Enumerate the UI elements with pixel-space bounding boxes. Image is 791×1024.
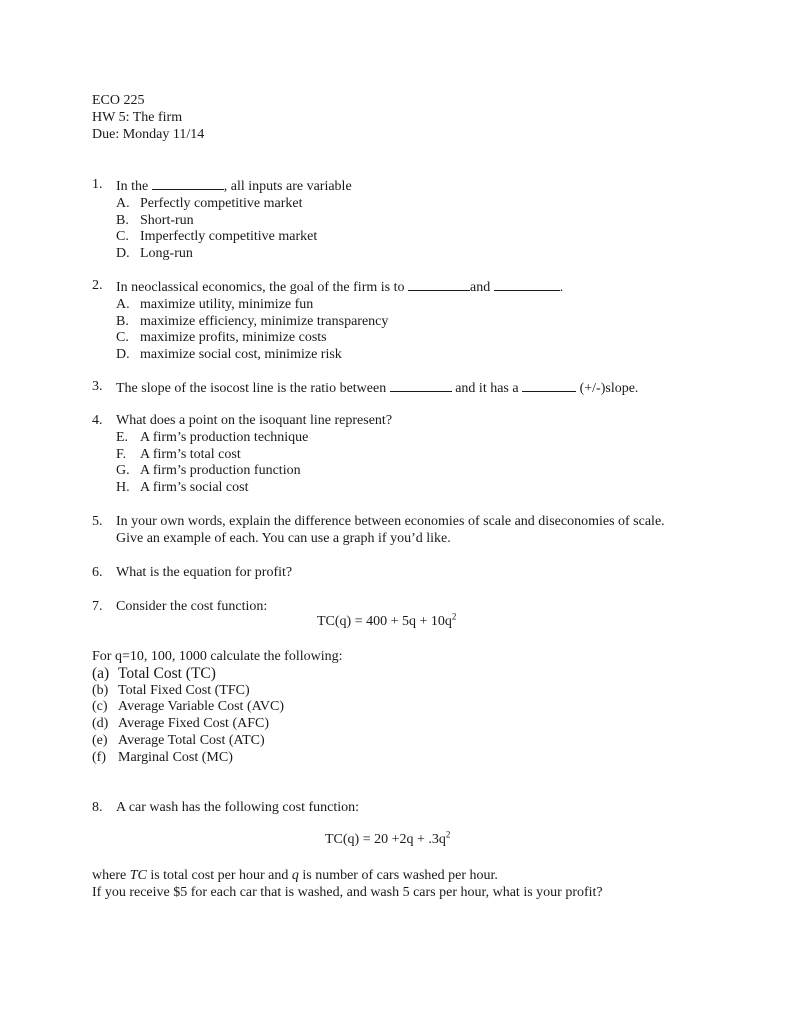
definition-text: is number of cars washed per hour.: [298, 868, 498, 883]
equation-text: TC(q) = 400 + 5q + 10q: [317, 614, 452, 629]
question-number: 2.: [92, 278, 103, 293]
equation-exponent: 2: [451, 611, 457, 622]
item-text: Average Variable Cost (AVC): [118, 699, 285, 715]
question-text: In the: [116, 179, 152, 194]
course-code: ECO 225: [92, 93, 145, 108]
question-8-stem: [92, 800, 692, 817]
question-text: A car wash has the following cost function:: [116, 800, 360, 815]
option: [92, 314, 692, 331]
homework-title: HW 5: The firm: [92, 109, 183, 125]
option-letter: D.: [116, 347, 130, 363]
option: [92, 447, 692, 464]
profit-question: If you receive $5 for each car that is washed, and wash 5 cars per hour, what is your profit?: [92, 884, 603, 900]
question-number: 8.: [92, 800, 103, 815]
equation-text: TC(q) = 20 +2q + .3q: [325, 832, 446, 847]
list-item: [92, 716, 692, 733]
equation-exponent: 2: [445, 829, 451, 840]
answer-blank: [408, 278, 470, 291]
answer-blank: [522, 379, 576, 392]
question-number: 4.: [92, 413, 103, 428]
option-text: maximize profits, minimize costs: [140, 330, 327, 346]
question-2: [92, 278, 692, 364]
question-3: [92, 379, 692, 398]
option-letter: H.: [116, 480, 130, 496]
question-text: , all inputs are variable: [223, 179, 352, 194]
where-prefix: where: [92, 868, 130, 883]
question-text: In your own words, explain the difference between economies of scale and diseconomies of scale. Give an example of each. You can use a graph if you’d like.: [116, 514, 665, 546]
item-letter: (f): [92, 749, 106, 765]
question-text: (+/-)slope.: [576, 381, 639, 396]
document-header: [92, 93, 204, 143]
option-text: A firm’s total cost: [140, 446, 241, 462]
question-text: Consider the cost function:: [116, 599, 268, 614]
option-letter: B.: [116, 313, 129, 329]
instructions: For q=10, 100, 1000 calculate the following:: [92, 649, 343, 664]
question-text: What does a point on the isoquant line represent?: [116, 413, 393, 428]
item-text: Average Fixed Cost (AFC): [118, 716, 269, 732]
option: [92, 246, 692, 263]
question-4-stem: [92, 413, 692, 430]
question-text: and it has a: [451, 381, 523, 396]
option-letter: A.: [116, 296, 130, 312]
item-letter: (b): [92, 682, 109, 698]
option-letter: G.: [116, 463, 130, 479]
option: [92, 463, 692, 480]
question-6-stem: [92, 565, 692, 582]
question-3-stem: [92, 379, 692, 398]
option-letter: F.: [116, 446, 127, 462]
question-text: The slope of the isocost line is the ratio between: [116, 381, 390, 396]
question-2-stem: [92, 278, 692, 297]
item-letter: (c): [92, 699, 108, 715]
answer-blank: [152, 177, 224, 190]
option-text: A firm’s production function: [140, 463, 301, 479]
cost-function-equation: [317, 611, 457, 631]
question-number: 5.: [92, 514, 103, 529]
option-letter: B.: [116, 212, 129, 228]
option: [92, 229, 692, 246]
option-text: Short-run: [140, 212, 194, 228]
option: [92, 213, 692, 230]
question-text: .: [559, 280, 564, 295]
question-number: 7.: [92, 599, 103, 614]
option-text: maximize efficiency, minimize transparency: [140, 313, 389, 329]
due-date: Due: Monday 11/14: [92, 126, 205, 142]
tc-symbol: TC: [129, 868, 147, 883]
question-5: [92, 514, 677, 548]
option-text: Long-run: [140, 246, 193, 262]
question-number: 3.: [92, 379, 103, 394]
option: [92, 347, 692, 364]
answer-blank: [494, 278, 560, 291]
list-item: [92, 733, 692, 750]
option-letter: C.: [116, 229, 129, 245]
question-text: What is the equation for profit?: [116, 565, 293, 580]
option: [92, 430, 692, 447]
definition-line: [92, 868, 712, 885]
option-letter: C.: [116, 330, 129, 346]
option-text: A firm’s production technique: [140, 429, 309, 445]
option-text: maximize social cost, minimize risk: [140, 347, 342, 363]
q-symbol: q: [291, 868, 299, 883]
item-text: Marginal Cost (MC): [118, 749, 233, 765]
option-text: Perfectly competitive market: [140, 195, 303, 211]
question-1: [92, 177, 692, 263]
list-item: [92, 699, 692, 716]
definition-text: is total cost per hour and: [146, 868, 292, 883]
option-text: Imperfectly competitive market: [140, 229, 318, 245]
question-number: 6.: [92, 565, 103, 580]
option-letter: A.: [116, 195, 130, 211]
option: [92, 196, 692, 213]
question-8: [92, 800, 692, 817]
question-7-parts: [92, 649, 692, 767]
option-letter: D.: [116, 246, 130, 262]
item-letter: (e): [92, 732, 108, 748]
item-text: Total Fixed Cost (TFC): [118, 682, 250, 698]
option-text: maximize utility, minimize fun: [140, 296, 314, 312]
list-item: [92, 750, 692, 767]
option: [92, 297, 692, 314]
question-text: In neoclassical economics, the goal of the firm is to: [116, 280, 408, 295]
option: [92, 330, 692, 347]
list-item: [92, 683, 692, 700]
list-item: [92, 666, 692, 683]
item-text: Average Total Cost (ATC): [118, 732, 265, 748]
item-letter: (d): [92, 716, 109, 732]
item-text: Total Cost (TC): [118, 664, 216, 682]
answer-blank: [390, 379, 452, 392]
question-text: and: [469, 280, 494, 295]
question-4: [92, 413, 692, 497]
car-wash-cost-equation: [325, 829, 451, 849]
question-5-stem: [92, 514, 677, 548]
question-8-details: [92, 868, 712, 902]
question-1-stem: [92, 177, 692, 196]
question-number: 1.: [92, 177, 103, 192]
option-letter: E.: [116, 429, 129, 445]
item-letter: (a): [92, 664, 110, 682]
question-6: [92, 565, 692, 582]
option: [92, 480, 692, 497]
option-text: A firm’s social cost: [140, 480, 249, 496]
